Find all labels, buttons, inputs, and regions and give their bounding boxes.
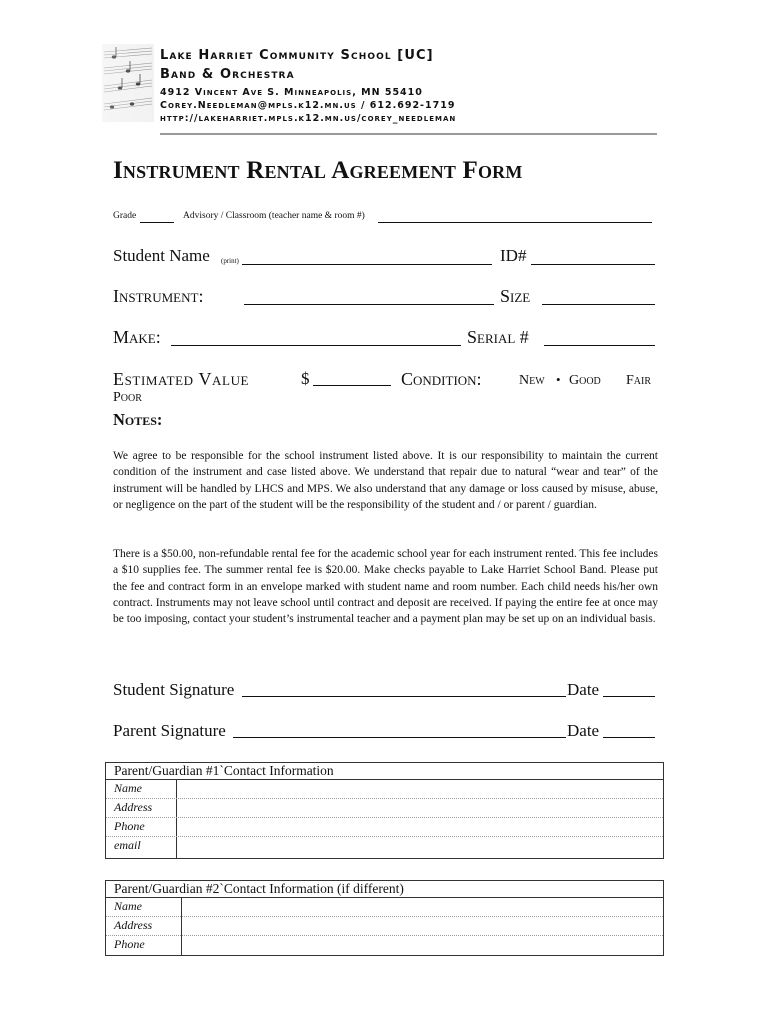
make-field[interactable] [171,345,461,346]
serial-field[interactable] [544,345,655,346]
size-field[interactable] [542,304,655,305]
guardian2-phone-label: Phone [114,937,145,951]
advisory-label: Advisory / Classroom (teacher name & room #) [183,211,365,221]
dollar-sign: $ [301,369,310,388]
condition-separator: • [556,372,561,387]
notes-heading: Notes: [113,410,163,429]
header-divider [160,133,657,135]
guardian1-name-row[interactable] [106,780,663,799]
guardian1-email-row[interactable] [106,837,663,855]
parent-signature-label: Parent Signature [113,721,226,740]
guardian2-name-label: Name [114,899,142,913]
guardian2-address-label: Address [114,918,153,932]
guardian2-phone-row[interactable] [106,936,663,954]
guardian1-contact-table [105,762,664,859]
fee-paragraph: There is a $50.00, non-refundable rental fee for the academic school year for each instrument rented. This fee includes a $10 supplies fee. The summer rental fee is $20.00. Make checks payable to Lake Harriet School Band. Please put the fee and contract form in an envelope marked with student name and room number. Each child needs his/her own contract. Instruments may not leave school until contract and deposit are received. If paying the entire fee at once may be too imposing, contact your student’s instrumental teacher and a payment plan may be set up on an individual basis. [113,548,658,626]
student-signature-label: Student Signature [113,680,235,699]
instrument-field[interactable] [244,304,494,305]
student-name-field[interactable] [242,264,492,265]
parent-date-field[interactable] [603,737,655,738]
id-field[interactable] [531,264,655,265]
guardian1-name-label: Name [114,781,142,795]
music-sheet-logo-image [102,44,154,122]
guardian2-contact-table [105,880,664,956]
guardian2-address-row[interactable] [106,917,663,936]
estimated-value-label: Estimated Value [113,369,250,389]
student-name-label: Student Name [113,246,210,265]
instrument-label: Instrument: [113,286,204,306]
make-label: Make: [113,327,161,347]
guardian1-email-label: email [114,838,141,852]
advisory-field[interactable] [378,222,652,223]
student-date-field[interactable] [603,696,655,697]
serial-label: Serial # [467,327,529,347]
condition-option-good[interactable]: Good [569,373,601,388]
parent-date-label: Date [567,721,600,740]
condition-option-fair[interactable]: Fair [626,373,652,388]
contact-email-phone: Corey.Needleman@mpls.k12.mn.us / 612.692-1719 [160,100,456,111]
condition-option-new[interactable]: New [519,373,545,388]
program-name: Band & Orchestra [160,67,295,82]
grade-field[interactable] [140,222,174,223]
estimated-value-field[interactable] [313,385,391,386]
student-date-label: Date [567,680,600,699]
form-title: Instrument Rental Agreement Form [113,157,523,184]
guardian1-heading: Parent/Guardian #1`Contact Information [106,763,663,780]
guardian1-address-row[interactable] [106,799,663,818]
guardian1-phone-label: Phone [114,819,145,833]
guardian1-phone-row[interactable] [106,818,663,837]
school-url: http://lakeharriet.mpls.k12.mn.us/corey_needleman [160,113,457,124]
print-hint: (print) [221,257,239,265]
guardian2-name-row[interactable] [106,898,663,917]
size-label: Size [500,286,531,306]
parent-signature-field[interactable] [233,737,566,738]
id-label: ID# [500,246,527,265]
responsibility-paragraph: We agree to be responsible for the school instrument listed above. It is our responsibility to maintain the current condition of the instrument and case listed above. We understand that repair due to natural “wear and tear” of the instrument will be handled by LHCS and MPS. We also understand that any damage or loss caused by misuse, abuse, or negligence on the part of the student will be the responsibility of the student and / or parent / guardian. [113,450,658,511]
condition-label: Condition: [401,369,482,389]
guardian2-heading: Parent/Guardian #2`Contact Information (if different) [106,881,663,898]
student-signature-field[interactable] [242,696,566,697]
grade-label: Grade [113,211,137,221]
condition-option-poor[interactable]: Poor [113,390,142,405]
guardian1-address-label: Address [114,800,153,814]
school-name: Lake Harriet Community School [UC] [160,48,434,63]
school-address: 4912 Vincent Ave S. Minneapolis, MN 55410 [160,87,423,98]
